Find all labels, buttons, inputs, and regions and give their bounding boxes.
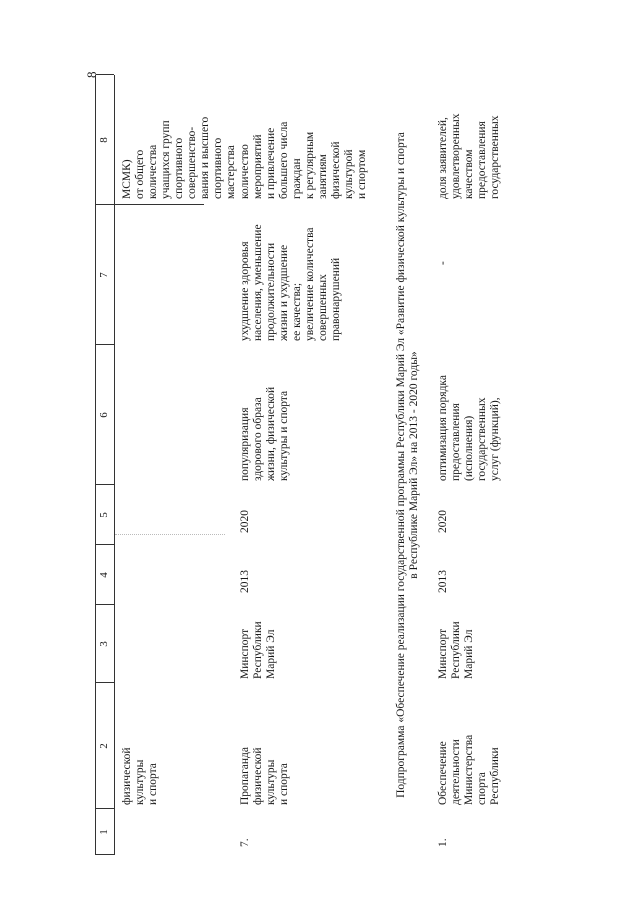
continuation-col8: МСМК) от общего количества учащихся групп спортивного совершенство- вания и высшего спортивного мастерства <box>121 116 237 199</box>
header-col-1: 1 <box>98 829 110 835</box>
row7-col6: популяризация здорового образа жизни, физической культуры и спорта <box>239 386 290 481</box>
row7-number: 7. <box>239 838 251 847</box>
header-col-3: 3 <box>98 641 110 647</box>
header-col-5: 5 <box>98 512 110 518</box>
row1-col6: оптимизация порядка предоставления (исполнения) государственных услуг (функций), <box>437 375 501 481</box>
row1-col5: 2020 <box>437 510 449 533</box>
header-col-8: 8 <box>98 137 110 143</box>
header-col-7: 7 <box>98 272 110 278</box>
row1-col8: доля заявителей, удовлетворенных качеством предоставления государственных <box>437 113 501 199</box>
header-col-6: 6 <box>98 412 110 418</box>
row7-col5: 2020 <box>239 510 251 533</box>
row7-col2: Пропаганда физической культуры и спорта <box>239 747 290 805</box>
row1-col4: 2013 <box>437 570 449 593</box>
row7-col8: количество мероприятий и привлечение большего числа граждан к регулярным занятиям физической культурой и спортом <box>239 121 368 199</box>
continuation-col2: физической культуры и спорта <box>121 747 159 805</box>
rotated-table-page <box>95 75 545 855</box>
header-col-4: 4 <box>98 572 110 578</box>
table-header-row <box>95 75 115 855</box>
subprogram-title-text: Подпрограмма «Обеспечение реализации государственной программы Республики Марий Эл «Развитие физической культуры и спорта в Республике Марий Эл» на 2013 - 2020 годы» <box>395 132 420 798</box>
row1-col3: Минспорт Республики Марий Эл <box>437 621 475 679</box>
header-col-2: 2 <box>98 743 110 749</box>
row1-number: 1. <box>437 838 449 847</box>
row7-col4: 2013 <box>239 570 251 593</box>
subprogram-title <box>395 75 421 855</box>
scan-dots <box>115 534 225 535</box>
row1-col7: - <box>437 261 449 265</box>
row1-col2: Обеспечение деятельности Министерства спорта Республики <box>437 734 501 805</box>
row7-col7: ухудшение здоровья населения, уменьшение продолжительности жизни и ухудшение ее качества; увеличение количества совершенных правонарушений <box>239 224 342 341</box>
page-number: 8 <box>84 71 99 78</box>
row7-col3: Минспорт Республики Марий Эл <box>239 621 277 679</box>
